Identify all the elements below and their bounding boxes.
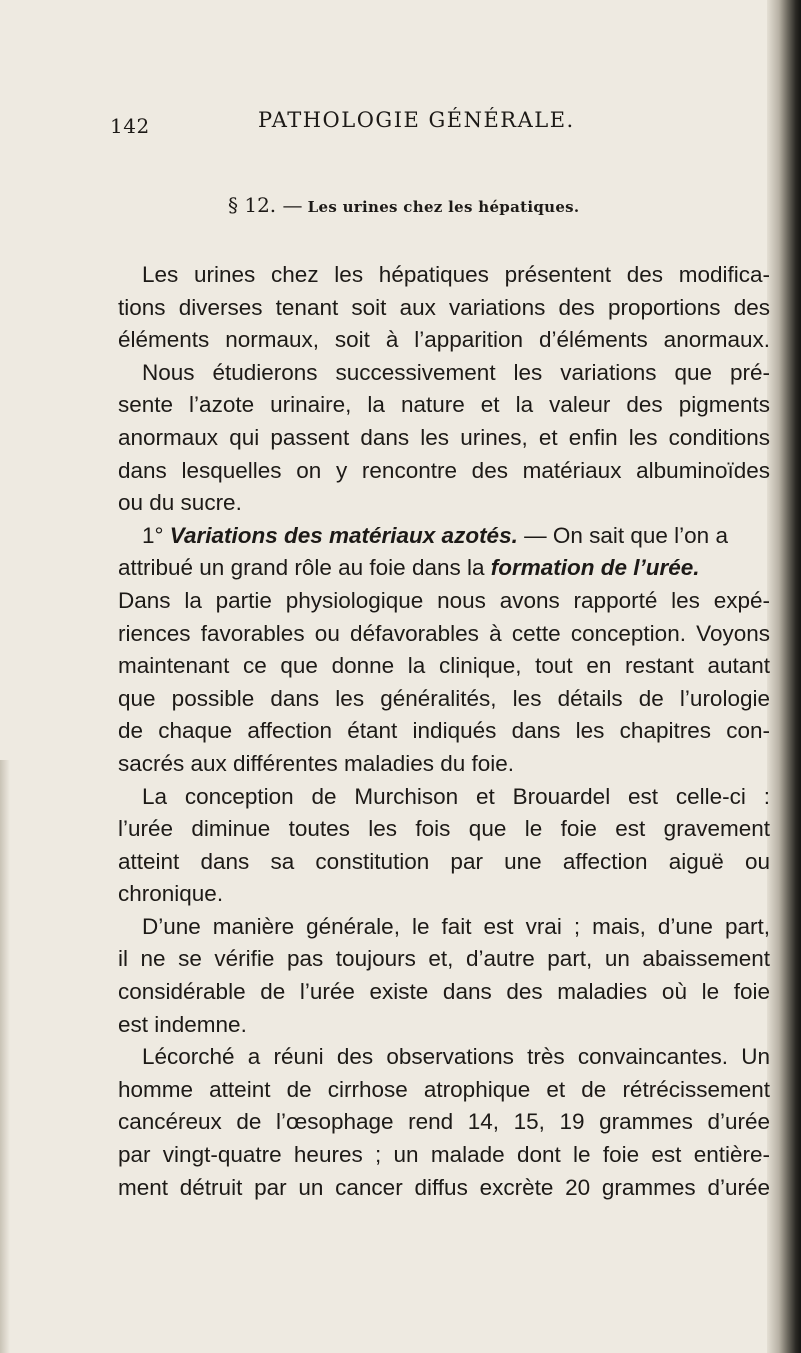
text-line: ou du sucre. — [118, 490, 242, 516]
text-line: D’une manière générale, le fait est vrai ; mais, d’une part, — [142, 913, 770, 939]
text-line: sente l’azote urinaire, la nature et la valeur des pigments — [118, 392, 770, 418]
text-line: Les urines chez les hépatiques présentent des modifica- — [142, 262, 770, 287]
page-number: 142 — [110, 114, 150, 138]
text-line: sacrés aux différentes maladies du foie. — [118, 750, 515, 776]
italic-heading: Variations des matériaux azotés. — [169, 522, 518, 548]
text-line: cancéreux de l’œsophage rend 14, 15, 19 grammes d’urée — [118, 1109, 770, 1135]
section-heading — [228, 193, 579, 217]
body-text — [118, 259, 770, 1204]
text-line: de chaque affection étant indiqués dans les chapitres con- — [118, 718, 770, 744]
text-line: que possible dans les généralités, les détails de l’urologie — [118, 685, 770, 711]
text-fragment: attribué un grand rôle au foie dans la — [118, 555, 491, 581]
text-line: Dans la partie physiologique nous avons rapporté les expé- — [118, 587, 770, 613]
running-title: PATHOLOGIE GÉNÉRALE. — [258, 108, 575, 132]
page-edge-shadow — [0, 760, 10, 1353]
text-line: maintenant ce que donne la clinique, tout en restant autant — [118, 653, 770, 679]
text-line: ment détruit par un cancer diffus excrète 20 grammes d’urée — [118, 1174, 770, 1200]
text-line: atteint dans sa constitution par une affection aiguë ou — [118, 848, 770, 874]
book-spine-shadow — [767, 0, 801, 1353]
italic-phrase: formation de l’urée. — [490, 555, 700, 581]
text-line: Lécorché a réuni des observations très convaincantes. Un — [142, 1044, 770, 1070]
text-line — [118, 552, 770, 585]
text-line: il ne se vérifie pas toujours et, d’autre part, un abaissement — [118, 946, 770, 972]
section-number: § 12. — — [228, 193, 303, 217]
text-line: est indemne. — [118, 1011, 247, 1037]
text-line: dans lesquelles on y rencontre des matériaux albuminoïdes — [118, 457, 770, 483]
text-line: éléments normaux, soit à l’apparition d’éléments anormaux. — [118, 327, 770, 353]
text-line: l’urée diminue toutes les fois que le foie est gravement — [118, 816, 770, 842]
text-line — [118, 520, 770, 553]
text-line: par vingt-quatre heures ; un malade dont le foie est entière- — [118, 1142, 770, 1168]
running-head — [110, 108, 770, 138]
text-line: riences favorables ou défavorables à cette conception. Voyons — [118, 620, 770, 646]
section-title: Les urines chez les hépatiques. — [307, 198, 580, 216]
text-fragment: — On sait que l’on a — [517, 522, 728, 548]
text-line: considérable de l’urée existe dans des maladies où le foie — [118, 979, 770, 1005]
text-line: anormaux qui passent dans les urines, et enfin les conditions — [118, 424, 770, 450]
text-line: chronique. — [118, 881, 224, 907]
text-line: Nous étudierons successivement les variations que pré- — [142, 359, 770, 385]
text-line: tions diverses tenant soit aux variations des proportions des — [118, 294, 770, 320]
text-line: La conception de Murchison et Brouardel est celle-ci : — [142, 783, 770, 809]
text-line: homme atteint de cirrhose atrophique et de rétrécissement — [118, 1076, 770, 1102]
item-number: 1° — [142, 522, 164, 548]
